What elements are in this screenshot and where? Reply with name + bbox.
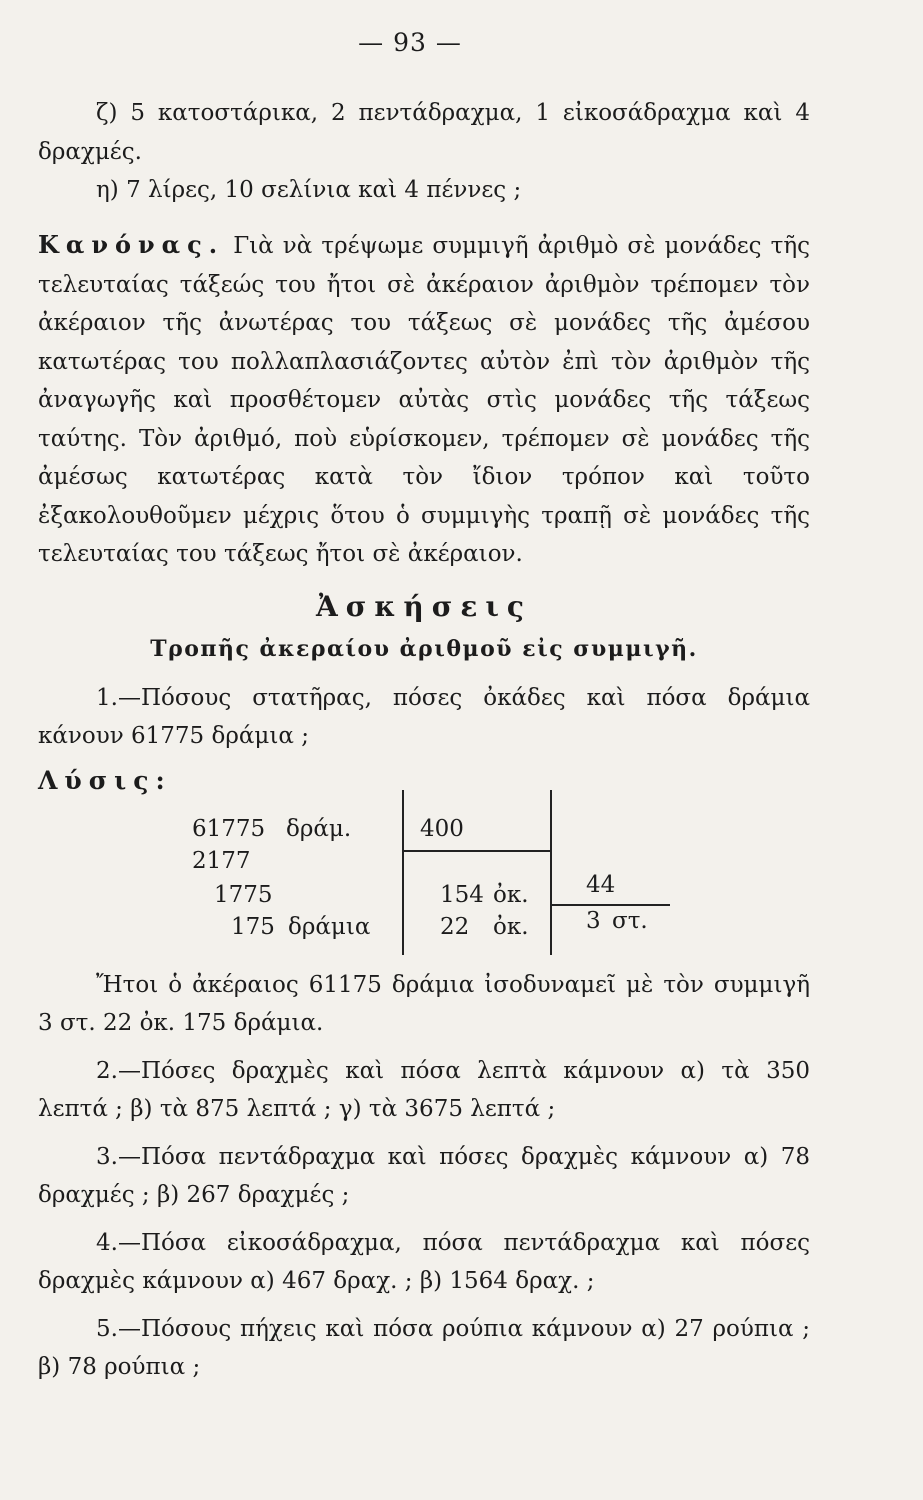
exercises-subheading: Τροπῆς ἀκεραίου ἀριθμοῦ εἰς συμμιγῆ. — [150, 636, 698, 662]
remainder-2: 22 — [440, 914, 470, 940]
division-bar-1 — [402, 790, 404, 955]
intro-item-eta: η) 7 λίρες, 10 σελίνια καὶ 4 πέννες ; — [96, 177, 522, 203]
partial-remainder-1: 2177 — [192, 848, 251, 874]
exercise-5: 5.—Πόσους πήχεις καὶ πόσα ρούπια κάμνουν α) 27 ρούπια ; β) 78 ρούπια ; — [38, 1316, 810, 1380]
final-remainder-unit: δράμια — [288, 914, 371, 940]
quotient-2: 3 — [586, 908, 601, 934]
rule-label: Κανόνας. — [38, 230, 225, 259]
final-remainder: 175 — [231, 914, 275, 940]
page-number: — 93 — — [358, 28, 462, 57]
divisor-1: 400 — [420, 816, 464, 842]
long-division — [0, 790, 923, 965]
exercises-heading: Ἀσκήσεις — [316, 589, 532, 623]
rule-text: Γιὰ νὰ τρέψωμε συμμιγῆ ἀριθμὸ σὲ μονάδες τῆς τελευταίας τάξεώς του ἤτοι σὲ ἀκέραιον ἀριθμὸν τρέπομεν τὸν ἀκέραιον τῆς ἀνωτέρας του τάξεως σὲ μονάδες τῆς ἀμέσου κατωτέρας του πολλαπλασιάζοντες αὐτὸν ἐπὶ τὸν ἀριθμὸν τῆς ἀναγωγῆς καὶ προσθέτομεν αὐτὰς στὶς μονάδες τῆς τάξεως ταύτης. Τὸν ἀριθμό, ποὺ εὑρίσκομεν, τρέπομεν σὲ μονάδες τῆς ἀμέσως κατωτέρας κατὰ τὸν ἴδιον τρόπον καὶ τοῦτο ἐξακολουθοῦμεν μέχρις ὅτου ὁ συμμιγὴς τραπῇ σὲ μονάδες τῆς τελευταίας του τάξεως ἤτοι σὲ ἀκέραιον. — [38, 233, 810, 567]
division-line-2 — [550, 904, 670, 906]
division-line-1 — [402, 850, 550, 852]
partial-remainder-2: 1775 — [214, 882, 273, 908]
divisor-2: 44 — [586, 872, 616, 898]
remainder-2-unit: ὀκ. — [493, 914, 529, 940]
exercise-4: 4.—Πόσα εἰκοσάδραχμα, πόσα πεντάδραχμα καὶ πόσες δραχμὲς κάμνουν α) 467 δραχ. ; β) 1564 δραχ. ; — [38, 1230, 810, 1294]
exercise-1: 1.—Πόσους στατῆρας, πόσες ὀκάδες καὶ πόσα δράμια κάνουν 61775 δράμια ; — [38, 684, 810, 749]
exercises-block — [38, 966, 810, 1386]
solution-label: Λύσις: — [38, 765, 172, 795]
dividend-unit: δράμ. — [286, 816, 352, 842]
dividend-number: 61775 — [192, 816, 266, 842]
rule-paragraph — [38, 226, 810, 574]
division-bar-2 — [550, 790, 552, 955]
rule-block — [38, 226, 810, 800]
result-sentence: Ἤτοι ὁ ἀκέραιος 61175 δράμια ἰσοδυναμεῖ μὲ τὸν συμμιγῆ 3 στ. 22 ὀκ. 175 δράμια. — [38, 972, 810, 1036]
exercise-2: 2.—Πόσες δραχμὲς καὶ πόσα λεπτὰ κάμνουν α) τὰ 350 λεπτά ; β) τὰ 875 λεπτά ; γ) τὰ 3675 λεπτά ; — [38, 1058, 810, 1122]
intro-block — [38, 94, 810, 210]
exercise-3: 3.—Πόσα πεντάδραχμα καὶ πόσες δραχμὲς κάμνουν α) 78 δραχμές ; β) 267 δραχμές ; — [38, 1144, 810, 1208]
quotient-1: 154 — [440, 882, 484, 908]
quotient-2-unit: στ. — [612, 908, 648, 934]
intro-item-zeta: ζ) 5 κατοστάρικα, 2 πεντάδραχμα, 1 εἰκοσάδραχμα καὶ 4 δραχμές. — [38, 100, 810, 165]
quotient-1-unit: ὀκ. — [493, 882, 529, 908]
